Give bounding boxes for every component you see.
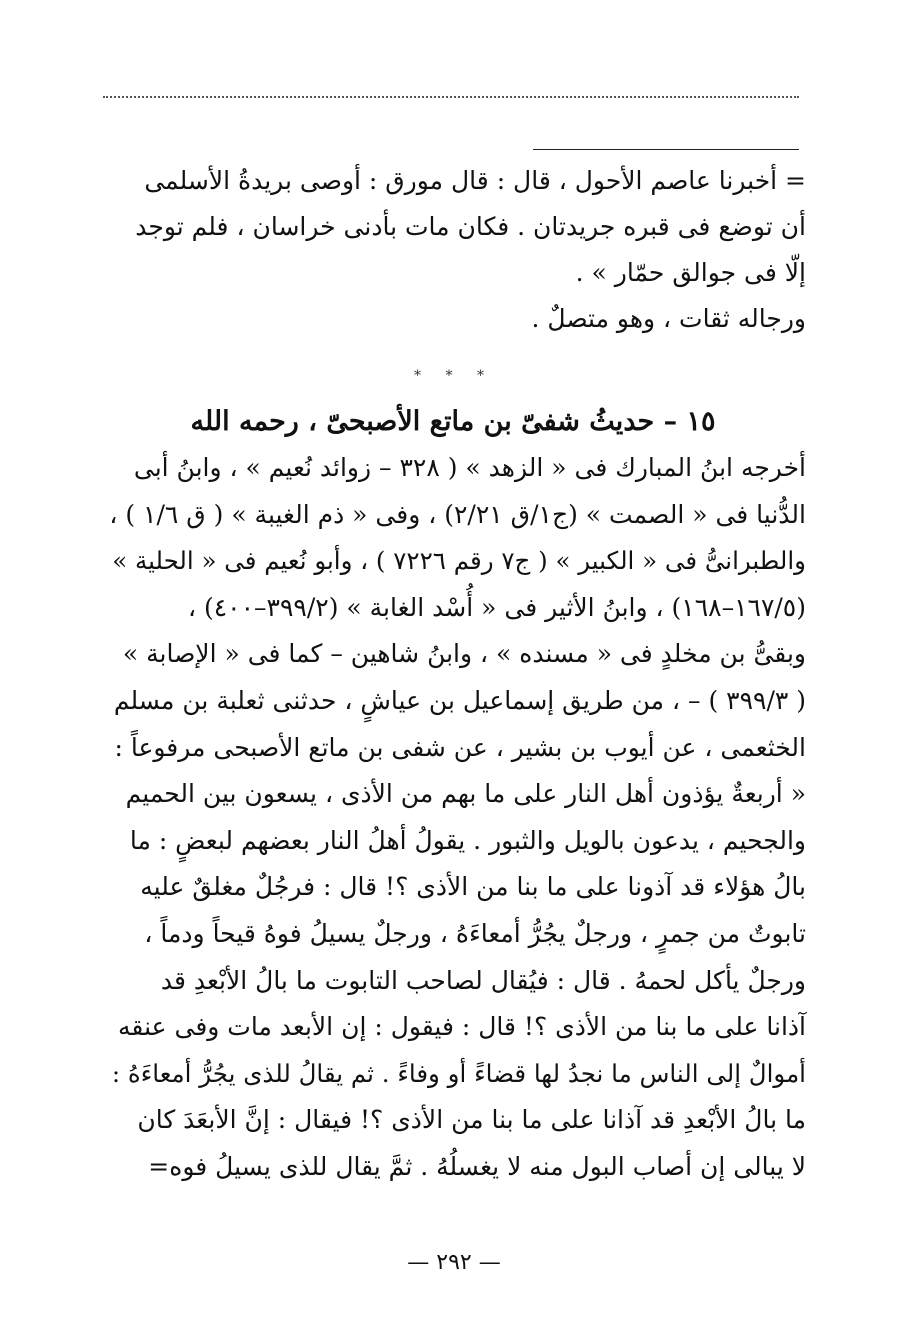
text-line: ورجاله ثقات ، وهو متصلٌ . (531, 304, 806, 333)
text-line: (١٦٧/٥–١٦٨) ، وابنُ الأثير فى « أُسْد الغابة » (٣٩٩/٢–٤٠٠) ، (187, 592, 806, 622)
text-line: الدُّنيا فى « الصمت » (ج١/ق ٢/٢١) ، وفى « ذم الغيبة » ( ق ١/٦ ) ، (109, 499, 806, 529)
text-line: إلّا فى جوالق حمّار » . (575, 258, 806, 287)
text-line: تابوتٌ من جمرٍ ، ورجلٌ يجُرُّ أمعاءَهُ ، ورجلٌ يسيلُ فوهُ قيحاً ودماً ، (144, 918, 806, 948)
text-line: = أخبرنا عاصم الأحول ، قال : قال مورق : أوصى بريدةُ الأسلمى (144, 166, 806, 195)
text-line: وبقىُّ بن مخلدٍ فى « مسنده » ، وابنُ شاهين – كما فى « الإصابة » (122, 639, 806, 669)
text-line: لا يبالى إن أصاب البول منه لا يغسلُهُ . ثمَّ يقال للذى يسيلُ فوه= (148, 1151, 806, 1181)
text-line: والجحيم ، يدعون بالويل والثبور . يقولُ أهلُ النار بعضهم لبعضٍ : ما (129, 825, 806, 855)
page-number: — ٢٩٢ — (407, 1250, 501, 1275)
text-line: أموالٌ إلى الناس ما نجدُ لها قضاءً أو وفاءً . ثم يقالُ للذى يجُرُّ أمعاءَهُ : (111, 1058, 806, 1088)
text-line: ( ٣٩٩/٣ ) – ، من طريق إسماعيل بن عياشٍ ، حدثنى ثعلبة بن مسلم (113, 685, 806, 715)
text-line: ورجلٌ يأكل لحمهُ . قال : فيُقال لصاحب التابوت ما بالُ الأبْعدِ قد (160, 965, 806, 995)
section-separator: * * * (414, 368, 494, 384)
section-heading: ١٥ – حديثُ شفىّ بن ماتع الأصبحىّ ، رحمه الله (190, 406, 716, 437)
text-line: أن توضع فى قبره جريدتان . فكان مات بأدنى خراسان ، فلم توجد (135, 212, 806, 241)
footnote-separator-rule (533, 149, 799, 150)
text-line: الخثعمى ، عن أيوب بن بشير ، عن شفى بن ماتع الأصبحى مرفوعاً : (114, 732, 806, 762)
text-line: والطبرانىُّ فى « الكبير » ( ج٧ رقم ٧٢٢٦ ) ، وأبو نُعيم فى « الحلية » (112, 546, 806, 576)
footnote-continuation (100, 158, 806, 342)
text-line: آذانا على ما بنا من الأذى ؟! قال : فيقول : إن الأبعد مات وفى عنقه (118, 1012, 806, 1042)
header-dotted-rule (103, 96, 799, 98)
text-line: « أربعةٌ يؤذون أهل النار على ما بهم من الأذى ، يسعون بين الحميم (125, 779, 806, 809)
text-line: أخرجه ابنُ المبارك فى « الزهد » ( ٣٢٨ – زوائد نُعيم » ، وابنُ أبى (133, 453, 806, 482)
body-text (100, 445, 806, 1191)
text-line: بالُ هؤلاء قد آذونا على ما بنا من الأذى ؟! قال : فرجُلٌ مغلقٌ عليه (140, 872, 806, 902)
text-line: ما بالُ الأبْعدِ قد آذانا على ما بنا من الأذى ؟! فيقال : إنَّ الأبعَدَ كان (137, 1105, 806, 1135)
